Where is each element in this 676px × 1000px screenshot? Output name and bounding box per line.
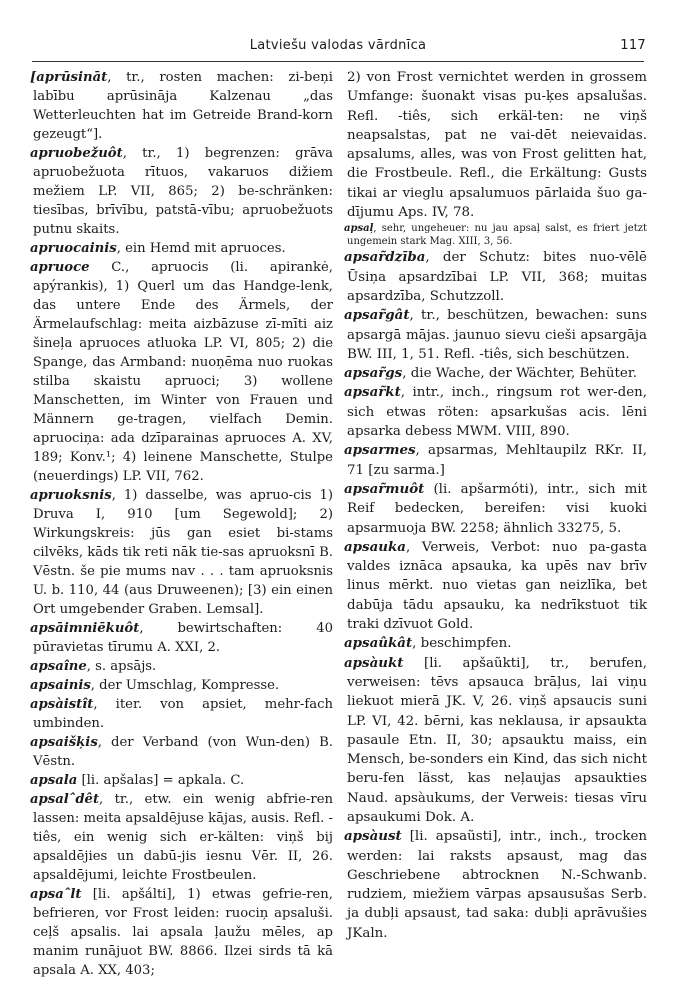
right-column [344,68,647,943]
entry-apruocainis: apruocainis, ein Hemd mit apruoces. [30,241,286,256]
entry-apsauka: apsauka, Verweis, Verbot: nuo pa-gasta valdes iznāca apsauka, ka upēs nav brīv linus mērkt. nuo vietas gan neizlīka, bet dabūja tādu apsauku, ka nedrīkstuot tik traki dzīvuot Gold. [344,538,647,633]
entry-apsalt-continued: 2) von Frost vernichtet werden in grossem Umfange: šuonakt visas pu-ķes apsalušas. Refl. -tiês, sich erkäl-ten: ne viņš neapsalstas, pat ne vai-dēt neievaidas. apsalums, alles, was von Frost gelitten hat, die Frostbeule. Refl., die Erkältung: Gusts tikai ar vieglu apsalumuos pārlaida šuo ga-dījumu Aps. IV, 78. [347,70,647,221]
headword: apruoce [30,260,90,275]
entry-apsaust: apsàust [li. apsaũsti], intr., inch., trocken werden: lai raksts apsaust, mag das Geschriebene abtrocknen N.-Schwanb. rudziem, miežiem vārpas apsausušas Serb. ja dubļi apsaust, tad saka: dubļi aprāvušies JKaln. [344,828,647,941]
entry-apsargat: apsar̃gât, tr., beschützen, bewachen: suns apsargā mājas. jaunuo sievu cieši apsargāja BW. III, 1, 51. Refl. -tiês, sich beschützen. [344,307,647,362]
entry-apsaukat: apsaûkât, beschimpfen. [344,635,512,652]
headword: apsala [30,773,78,788]
entry-apsaldet: apsalˆdêt, tr., etw. ein wenig abfrie-ren lassen: meita apsaldējuse kājas, ausis. Refl. -tiês, ein wenig sich er-kälten: viņš bij apsaldējies un dabū-jis iesnu Vēr. II, 26. apsaldējumi, leichte Frostbeulen. [30,792,333,883]
headword: apsarmes [344,442,416,459]
running-header [28,38,648,60]
entry-apsaimniekuot: apsāimniēkuôt, bewirtschaften: 40 pūravietas tīrumu A. XXI, 2. [30,621,333,655]
entry-apsarmuot: apsar̃muôt (li. apšarmóti), intr., sich mit Reif bedecken, bereifen: visi kuoki apsarmuoja BW. 2258; ähnlich 33275, 5. [344,480,647,536]
headword: apsainis [30,678,91,693]
headword: apsar̃gs [344,365,403,382]
entry-apsarmes: apsarmes, apsarmas, Mehltaupilz RKr. II, 71 [zu sarma.] [344,442,647,478]
entry-apsargs: apsar̃gs, die Wache, der Wächter, Behüter. [344,365,638,382]
entry-apsal: apsaļ, sehr, ungeheuer: nu jau apsaļ salst, es friert jetzt ungemein stark Mag. XIII, 3, 56. [344,223,647,248]
entry-apsaukt: apsàukt [li. apšaũkti], tr., berufen, verweisen: tēvs apsauca brāļus, lai viņu liekuot mierā JK. V, 26. viņš apsaucis suni LP. VI, 42. bērni, kas neklausa, ir apsaukta pasaule Etn. II, 30; apsauktu maiss, ein Mensch, be-sonders ein Kind, das sich nicht beru-fen lässt, kas neļaujas apsaukties Naud. apsàukums, der Verweis: tiesas vīru apsaukumi Dok. A. [344,654,647,825]
headword: apsaišķis [30,735,98,750]
headword: apruocainis [30,241,117,256]
entry-apsala: apsala [li. apšalas] = apkala. C. [30,773,245,788]
page-number: 117 [620,38,646,53]
entry-apsarkt: apsar̃kt, intr., inch., ringsum rot wer-den, sich etwas röten: apsarkušas acis. lēni apsarka debess MWM. VIII, 890. [344,384,647,440]
headword: apsàistît [30,697,94,712]
entry-apsalt: apsaˆlt [li. apšálti], 1) etwas gefrie-ren, befrieren, vor Frost leiden: ruociņ apsaluši. ceļš apsalis. lai apsala ļaužu mēles, ap manim runājuot BW. 8866. Ilzei sirds tā kā apsala A. XX, 403; [30,887,333,978]
headword: apsaûkât [344,635,413,652]
headword: apsar̃dzība [344,249,426,266]
headword: apsaîne [30,659,87,674]
running-title: Latviešu valodas vārdnīca [249,38,427,53]
entry-apsaiskis: apsaišķis, der Verband (von Wun-den) B. Vēstn. [30,735,333,769]
headword: apruoksnis [30,488,112,503]
entry-aprusinat: [aprūsināt, tr., rosten machen: zi-beņi labību aprūsināja Kalzenau „das Wetterleuchten hat im Getreide Brand-korn gezeugt“]. [30,70,333,142]
entry-apsaine: apsaîne, s. apsājs. [30,659,157,674]
headword: apsàukt [344,654,404,671]
entry-apruoce: apruoce C., apruocis (li. apirankė, apýrankis), 1) Querl um das Handge-lenk, das untere Ende des Ärmels, der Ärmelaufschlag: meita aizbāzuse zī-mīti aiz šineļa apruoces atluoka LP. VI, 805; 2) die Spange, das Armband: nuoņēma nuo ruokas stilba skaistu apruoci; 3) wollene Manschetten, im Winter von Frauen und Männern ge-tragen, vielfach Demin. apruociņa: ada dzīparainas apruoces A. XV, 189; Konv.¹; 4) leinene Manschette, Stulpe (neuerdings) LP. VII, 762. [30,260,333,484]
entry-apsaistit: apsàistît, iter. von apsiet, mehr-fach umbinden. [30,697,333,731]
headword: apsar̃kt [344,384,401,401]
headword: apsaļ [344,223,374,235]
entry-apsardziba: apsar̃dzība, der Schutz: bites nuo-vēlē Ūsiņa apsardzībai LP. VII, 368; muitas apsardzība, Schutzzoll. [344,249,647,304]
headword: apsar̃muôt [344,480,425,497]
headword: apsāimniēkuôt [30,621,140,636]
entry-aproubezuot: apruobežuôt, tr., 1) begrenzen: grāva apruobežuota rītuos, vakaruos dižiem mežiem LP. VII, 865; 2) be-schränken: tiesības, brīvību, patstā-vību; apruobežuots putnu skaits. [30,146,333,237]
headword: apsar̃gât [344,307,410,324]
headword: apruobežuôt [30,146,123,161]
header-rule [32,61,644,62]
headword: apsaˆlt [30,887,82,902]
headword: [aprūsināt [30,70,108,85]
headword: apsalˆdêt [30,792,100,807]
left-column [30,68,333,980]
headword: apsauka [344,538,406,555]
entry-apsainis: apsainis, der Umschlag, Kompresse. [30,678,280,693]
entry-apruoksnis: apruoksnis, 1) dasselbe, was apruo-cis 1) Druva I, 910 [um Segewold]; 2) Wirkungskreis: jūs gan esiet bi-stams cilvēks, kāds tik reti nāk tie-sas apruoksnī B. Vēstn. še pie mums nav . . . tam apruoksnis U. b. 110, 44 (aus Druweenen); [3) ein einen Ort umgebender Graben. Lemsal]. [30,488,333,617]
headword: apsàust [344,828,402,845]
